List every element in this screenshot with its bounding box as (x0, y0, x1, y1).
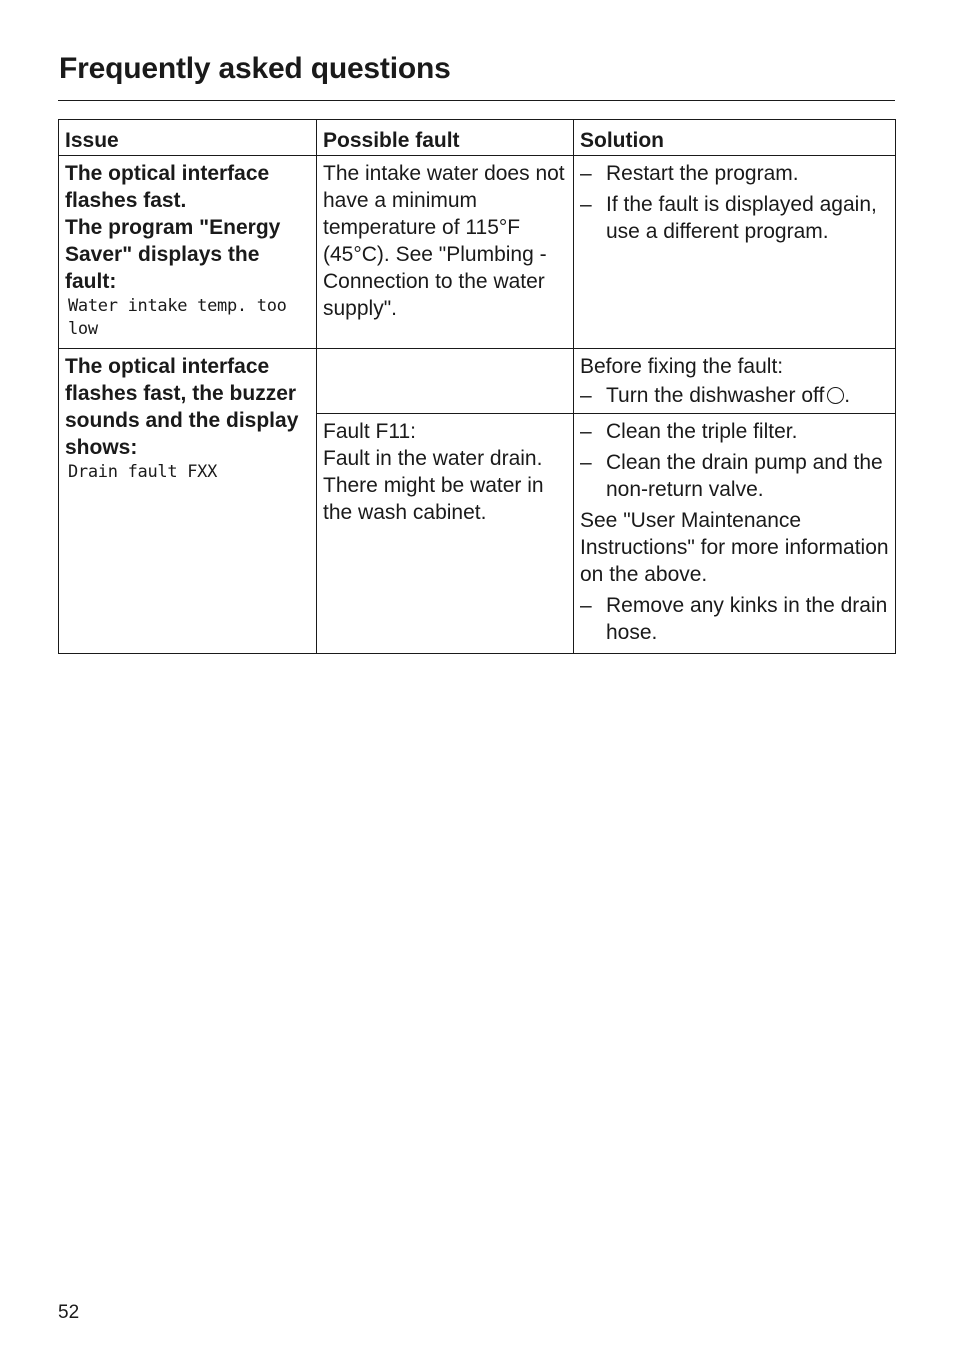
turn-off-text: Turn the dishwasher off (606, 384, 825, 407)
dash-bullet: – (580, 451, 592, 474)
faq-table (58, 119, 896, 654)
page-number: 52 (58, 1302, 80, 1323)
dash-bullet: – (580, 193, 592, 216)
solution-item-text: Restart the program. (606, 162, 799, 185)
solution-item (580, 191, 890, 245)
fault-cell (317, 414, 574, 654)
solution-item (580, 449, 890, 503)
page-title: Frequently asked questions (59, 52, 451, 85)
dash-bullet: – (580, 384, 592, 407)
solution-item (580, 592, 890, 646)
header-issue: Issue (59, 120, 317, 156)
dash-bullet: – (580, 420, 592, 443)
table-row (59, 349, 896, 414)
solution-cell (574, 349, 896, 414)
display-message: Drain fault FXX (68, 462, 218, 482)
issue-text: The optical interface flashes fast. (65, 162, 270, 212)
solution-item (580, 382, 890, 409)
issue-text: The optical interface flashes fast, the buzzer sounds and the display shows: (65, 355, 299, 459)
dash-bullet: – (580, 162, 592, 185)
table-header-row (59, 120, 896, 156)
solution-item-text: Clean the triple filter. (606, 420, 798, 443)
title-rule (58, 100, 895, 101)
solution-cell (574, 414, 896, 654)
issue-cell (59, 156, 317, 349)
header-possible-fault: Possible fault (317, 120, 574, 156)
fault-cell-empty (317, 349, 574, 414)
fault-cell: The intake water does not have a minimum temperature of 115°F (45°C). See "Plumbing - Connection to the water supply". (317, 156, 574, 349)
fault-title: Fault F11: (323, 420, 416, 443)
solution-item-text: Clean the drain pump and the non-return valve. (606, 451, 883, 501)
issue-cell (59, 349, 317, 654)
solution-item-text (606, 382, 890, 409)
solution-item-text: If the fault is displayed again, use a different program. (606, 193, 877, 243)
solution-intro: Before fixing the fault: (580, 355, 784, 378)
fault-text: Fault in the water drain. There might be water in the wash cabinet. (323, 447, 544, 524)
dash-bullet: – (580, 594, 592, 617)
solution-item-text: Remove any kinks in the drain hose. (606, 594, 888, 644)
power-off-icon (827, 387, 844, 404)
issue-text: The program "Energy Saver" displays the fault: (65, 216, 281, 293)
header-solution: Solution (574, 120, 896, 156)
table-row (59, 156, 896, 349)
solution-note: See "User Maintenance Instructions" for more information on the above. (580, 509, 889, 586)
period: . (844, 384, 851, 407)
solution-cell (574, 156, 896, 349)
solution-item (580, 418, 890, 445)
solution-item (580, 160, 890, 187)
display-message: Water intake temp. too low (68, 296, 287, 339)
